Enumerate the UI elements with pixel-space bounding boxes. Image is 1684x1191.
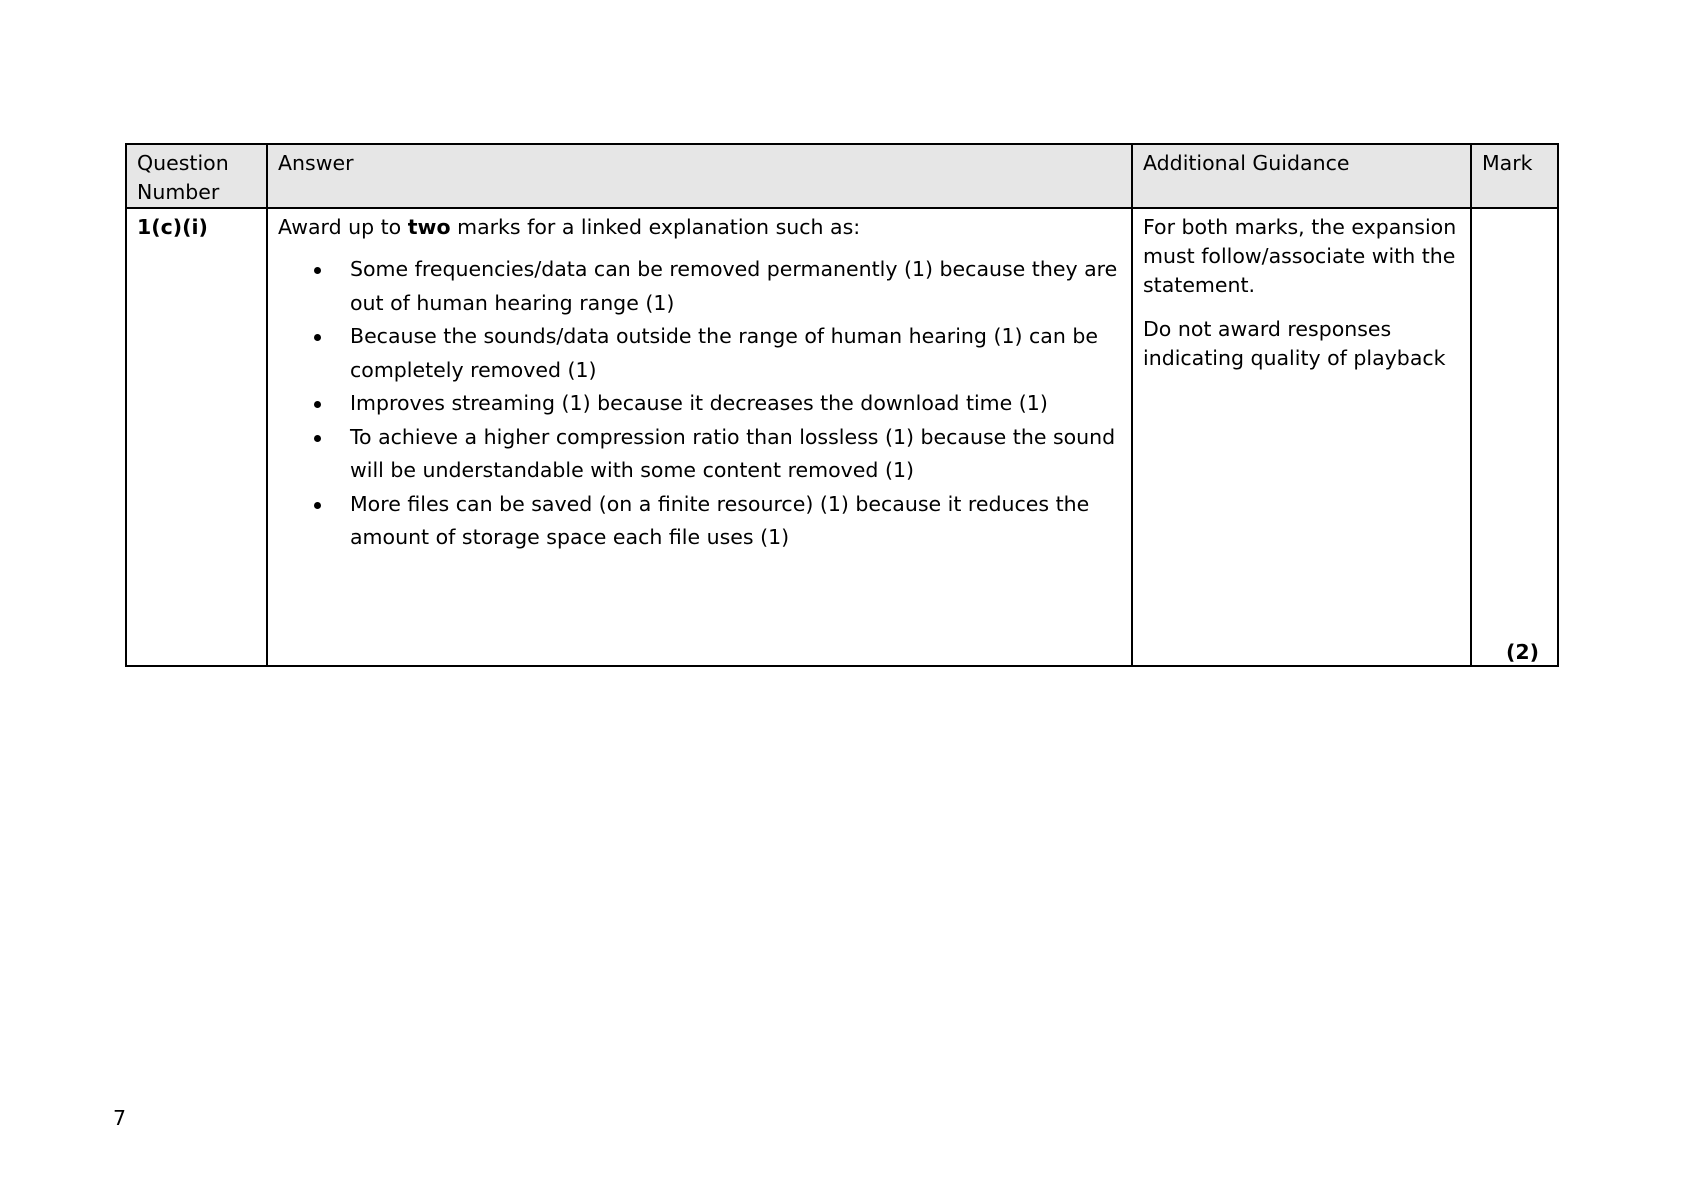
header-additional-guidance: Additional Guidance xyxy=(1132,144,1471,208)
answer-list xyxy=(278,253,1121,555)
list-item: Because the sounds/data outside the range of human hearing (1) can be completely removed (1) xyxy=(350,320,1121,387)
list-item: To achieve a higher compression ratio than lossless (1) because the sound will be understandable with some content removed (1) xyxy=(350,421,1121,488)
guidance-text: Do not award responses indicating quality of playback xyxy=(1143,317,1446,370)
mark-value: (2) xyxy=(1505,640,1539,664)
answer-cell xyxy=(267,208,1132,666)
guidance-text: For both marks, the expansion must follow/associate with the statement. xyxy=(1143,215,1457,297)
intro-text: marks for a linked explanation such as: xyxy=(450,215,861,239)
intro-text: Award up to xyxy=(278,215,408,239)
header-mark: Mark xyxy=(1471,144,1558,208)
mark-cell xyxy=(1471,208,1558,666)
guidance-cell xyxy=(1132,208,1471,666)
intro-bold: two xyxy=(407,215,451,239)
mark-scheme-table xyxy=(125,143,1559,667)
list-item: Improves streaming (1) because it decreases the download time (1) xyxy=(350,387,1121,421)
header-answer: Answer xyxy=(267,144,1132,208)
answer-intro xyxy=(278,213,1121,242)
list-item: Some frequencies/data can be removed permanently (1) because they are out of human hearing range (1) xyxy=(350,253,1121,320)
table-row xyxy=(126,208,1558,666)
header-question-number: Question Number xyxy=(126,144,267,208)
header-row xyxy=(126,144,1558,208)
list-item: More files can be saved (on a finite resource) (1) because it reduces the amount of storage space each file uses (1) xyxy=(350,488,1121,555)
page-number: 7 xyxy=(113,1106,127,1130)
question-number: 1(c)(i) xyxy=(126,208,267,666)
